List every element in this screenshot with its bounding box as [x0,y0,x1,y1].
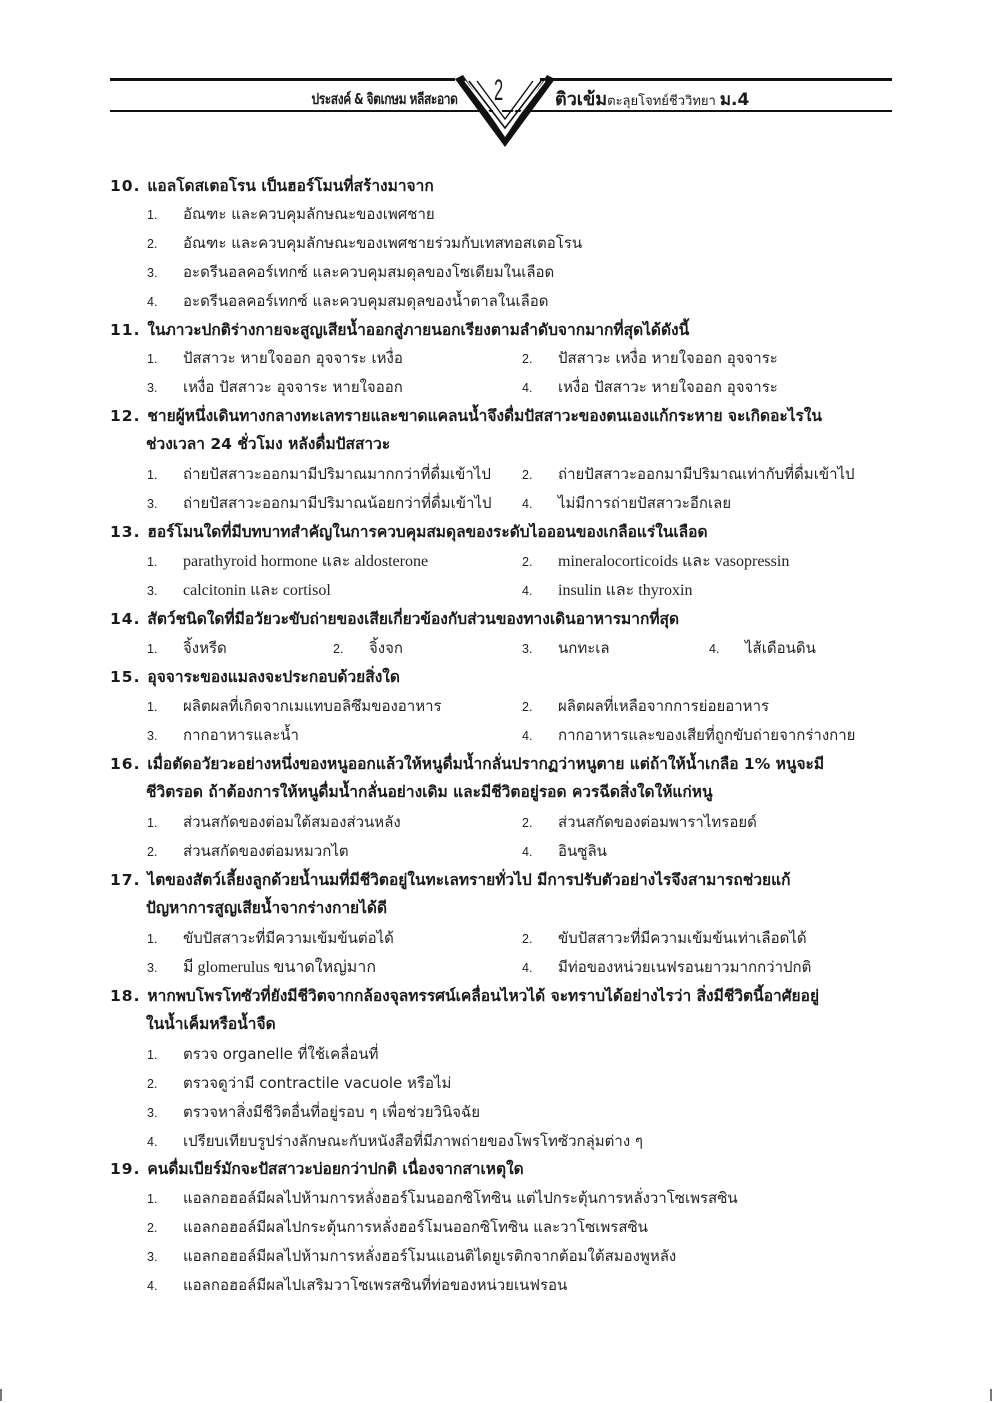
option-text: ส่วนสกัดของต่อมหมวกไต [183,842,349,860]
question-number: 12. [110,407,141,425]
option-number: 2. [147,1077,158,1091]
option-number: 1. [147,208,158,222]
option-text: ผลิตผลที่เกิดจากเมแทบอลิซึมของอาหาร [183,697,442,715]
option-number: 3. [522,642,533,656]
option-text: ตรวจดูว่ามี contractile vacuole หรือไม่ [183,1074,452,1092]
option-text: insulin และ thyroxin [558,582,693,599]
option [147,1184,738,1213]
option-text: อินซูลิน [558,842,607,860]
option [147,1098,480,1127]
chevron-ornament-icon [455,75,555,147]
question-text: หากพบโพรโทซัวที่ยังมีชีวิตจากกล้องจุลทรรศน์เคลื่อนไหวได้ จะทราบได้อย่างไรว่า สิ่งมีชีวิตนี้อาศัยอยู่ [147,987,820,1005]
option-number: 2. [522,932,533,946]
option [147,200,435,229]
option-text: ส่วนสกัดของต่อมใต้สมองส่วนหลัง [183,813,401,831]
option [522,953,811,982]
question-text-continued: ปัญหาการสูญเสียน้ำจากร่างกายได้ดี [146,899,388,917]
option [147,808,401,837]
option-text: ปัสสาวะ หายใจออก อุจจาระ เหงื่อ [183,349,403,367]
option-text: มีท่อของหน่วยเนฟรอนยาวมากกว่าปกติ [558,958,812,976]
option-number: 4. [147,295,158,309]
question-10 [110,172,900,200]
option-text: แอลกอฮอล์มีผลไปเสริมวาโซเพรสซินที่ท่อของหน่วยเนฟรอน [183,1276,568,1294]
option [522,460,855,489]
option-text: อะดรีนอลคอร์เทกซ์ และควบคุมสมดุลของโซเดียมในเลือด [183,263,555,281]
option-text: แอลกอฮอล์มีผลไปห้ามการหลั่งฮอร์โมนออกซิโทซิน แต่ไปกระตุ้นการหลั่งวาโซเพรสซิน [183,1189,738,1207]
option-text: ตรวจหาสิ่งมีชีวิตอื่นที่อยู่รอบ ๆ เพื่อช่วยวินิจฉัย [183,1103,481,1121]
option-text: นกทะเล [558,639,610,657]
option [147,837,349,866]
option-text: ไม่มีการถ่ายปัสสาวะอีกเลย [558,494,732,512]
option [522,373,778,402]
question-number: 16. [110,755,141,773]
option [147,924,394,953]
option [522,576,693,605]
option [147,373,403,402]
option [147,1213,648,1242]
question-16 [110,750,900,806]
option [709,634,816,663]
option-number: 3. [147,1106,158,1120]
option-number: 4. [522,584,533,598]
question-number: 10. [110,177,141,195]
option-number: 3. [147,381,158,395]
option-number: 3. [147,266,158,280]
option-text: mineralocorticoids และ vasopressin [558,553,790,570]
option-text: ถ่ายปัสสาวะออกมามีปริมาณมากกว่าที่ดื่มเข้าไป [183,465,491,483]
option-number: 4. [522,961,533,975]
option-text: กากอาหารและของเสียที่ถูกขับถ่ายจากร่างกาย [558,726,856,744]
option [522,808,757,837]
question-text: สัตว์ชนิดใดที่มีอวัยวะขับถ่ายของเสียเกี่ยวข้องกับส่วนของทางเดินอาหารมากที่สุด [147,610,680,628]
option-number: 1. [147,1192,158,1206]
option [147,1242,676,1271]
option-text: อะดรีนอลคอร์เทกซ์ และควบคุมสมดุลของน้ำตาลในเลือด [183,292,549,310]
question-text: ชายผู้หนึ่งเดินทางกลางทะเลทรายและขาดแคลนน้ำจึงดื่มปัสสาวะของตนเองแก้กระหาย จะเกิดอะไรใน [147,407,822,425]
question-19 [110,1155,900,1183]
option [147,692,442,721]
option-text: ปัสสาวะ เหงื่อ หายใจออก อุจจาระ [558,349,778,367]
option-text: ขับปัสสาวะที่มีความเข้มข้นเท่าเลือดได้ [558,929,807,947]
option [147,287,549,316]
option [522,721,855,750]
option-number: 2. [522,352,533,366]
option [522,344,778,373]
option [522,489,731,518]
option [147,547,428,576]
question-number: 15. [110,668,141,686]
option-number: 1. [147,700,158,714]
option [147,258,554,287]
option-text: เปรียบเทียบรูปร่างลักษณะกับหนังสือที่มีภาพถ่ายของโพรโทซัวกลุ่มต่าง ๆ [183,1132,643,1150]
option-number: 2. [522,700,533,714]
option-number: 3. [147,729,158,743]
question-14 [110,605,900,633]
question-number: 13. [110,523,141,541]
option-number: 1. [147,1048,158,1062]
option-number: 3. [147,584,158,598]
option-number: 1. [147,642,158,656]
question-text: ฮอร์โมนใดที่มีบทบาทสำคัญในการควบคุมสมดุลของระดับไอออนของเกลือแร่ในเลือด [147,523,708,541]
option [522,547,789,576]
option-number: 3. [147,497,158,511]
option [147,1069,451,1098]
question-number: 11. [110,321,141,339]
question-text: ในภาวะปกติร่างกายจะสูญเสียน้ำออกสู่ภายนอกเรียงตามลำดับจากมากที่สุดได้ดังนี้ [147,321,690,339]
option-text: ถ่ายปัสสาวะออกมามีปริมาณน้อยกว่าที่ดื่มเข้าไป [183,494,492,512]
option-number: 4. [522,497,533,511]
option-number: 2. [522,555,533,569]
option-number: 4. [147,1135,158,1149]
option-number: 1. [147,555,158,569]
header-book-title [555,84,749,113]
option-text: ผลิตผลที่เหลือจากการย่อยอาหาร [558,697,770,715]
option-text: มี glomerulus ขนาดใหญ่มาก [183,959,376,976]
option-text: ไส้เดือนดิน [745,639,816,657]
option [147,721,299,750]
option-text: ขับปัสสาวะที่มีความเข้มข้นต่อได้ [183,929,394,947]
question-15 [110,663,900,691]
question-text: อุจจาระของแมลงจะประกอบด้วยสิ่งใด [147,668,400,686]
option-number: 4. [522,729,533,743]
option-number: 4. [522,845,533,859]
question-number: 17. [110,871,141,889]
option-text: อัณฑะ และควบคุมลักษณะของเพศชายร่วมกับเทสทอสเตอโรน [183,234,583,252]
option-text: ถ่ายปัสสาวะออกมามีปริมาณเท่ากับที่ดื่มเข้าไป [558,465,855,483]
option-number: 2. [522,468,533,482]
question-number: 18. [110,987,141,1005]
option-number: 2. [147,1221,158,1235]
grade-level: ม.4 [719,90,750,110]
option-number: 2. [147,237,158,251]
option [522,924,807,953]
option-text: เหงื่อ ปัสสาวะ หายใจออก อุจจาระ [558,378,778,396]
option [147,1271,567,1300]
option-text: แอลกอฮอล์มีผลไปกระตุ้นการหลั่งฮอร์โมนออกซิโทซิน และวาโซเพรสซิน [183,1218,648,1236]
option-number: 2. [333,642,344,656]
header-rule-top-left [110,78,455,81]
option [522,692,769,721]
page-header [0,0,992,160]
book-title-main: ติวเข้ม [555,89,608,110]
option [147,1040,379,1069]
option-number: 1. [147,468,158,482]
page-number: 2 [494,74,504,107]
option-number: 4. [522,381,533,395]
option-text: ส่วนสกัดของต่อมพาราไทรอยด์ [558,813,757,831]
option-number: 1. [147,932,158,946]
option-number: 3. [147,961,158,975]
question-13 [110,518,900,546]
question-text: คนดื่มเบียร์มักจะปัสสาวะบ่อยกว่าปกติ เนื่องจากสาเหตุใด [147,1160,524,1178]
option [147,344,403,373]
option-text: calcitonin และ cortisol [183,582,331,599]
option [522,837,607,866]
header-authors: ประสงค์ & จิตเกษม หลีสะอาด [311,90,457,108]
option-number: 4. [147,1279,158,1293]
option-number: 3. [147,1250,158,1264]
option [522,634,610,663]
question-number: 19. [110,1160,141,1178]
option-number: 2. [147,845,158,859]
question-text: ไตของสัตว์เลี้ยงลูกด้วยน้ำนมที่มีชีวิตอยู่ในทะเลทรายทั่วไป มีการปรับตัวอย่างไรจึงสามารถช่วยแก้ [147,871,791,889]
question-17 [110,866,900,922]
question-number: 14. [110,610,141,628]
option [147,460,491,489]
option-number: 1. [147,816,158,830]
question-12 [110,402,900,458]
question-11 [110,316,900,344]
question-text: แอลโดสเตอโรน เป็นฮอร์โมนที่สร้างมาจาก [147,177,434,195]
option [147,1127,643,1156]
book-title-sub: ตะลุยโจทย์ชีววิทยา [607,94,716,109]
option-text: parathyroid hormone และ aldosterone [183,553,429,570]
option-text: จิ้งจก [369,639,403,657]
option [147,576,331,605]
option-text: แอลกอฮอล์มีผลไปห้ามการหลั่งฮอร์โมนแอนติไดยูเรติกจากต้อมใต้สมองพูหลัง [183,1247,677,1265]
question-text-continued: ชีวิตรอด ถ้าต้องการให้หนูดื่มน้ำกลั่นอย่างเดิม และมีชีวิตอยู่รอด ควรฉีดสิ่งใดให้แก่หนู [146,783,713,801]
option-text: เหงื่อ ปัสสาวะ อุจจาระ หายใจออก [183,378,403,396]
question-text-continued: ช่วงเวลา 24 ชั่วโมง หลังดื่มปัสสาวะ [146,435,391,453]
option-number: 4. [709,642,720,656]
question-18 [110,982,900,1038]
option [333,634,403,663]
crop-mark-left [0,1389,2,1401]
option [147,229,582,258]
option-number: 2. [522,816,533,830]
option-text: จิ้งหรีด [183,639,227,657]
option [147,634,227,663]
question-text: เมื่อตัดอวัยวะอย่างหนึ่งของหนูออกแล้วให้หนูดื่มน้ำกลั่นปรากฏว่าหนูตาย แต่ถ้าให้น้ำเกลือ 1% หนูจะมี [147,755,825,773]
option [147,489,492,518]
option-number: 1. [147,352,158,366]
option-text: อัณฑะ และควบคุมลักษณะของเพศชาย [183,205,435,223]
question-text-continued: ในน้ำเค็มหรือน้ำจืด [146,1015,276,1033]
option [147,953,376,982]
header-rule-top-right [540,78,892,81]
option-text: ตรวจ organelle ที่ใช้เคลื่อนที่ [183,1045,379,1063]
option-text: กากอาหารและน้ำ [183,726,299,744]
